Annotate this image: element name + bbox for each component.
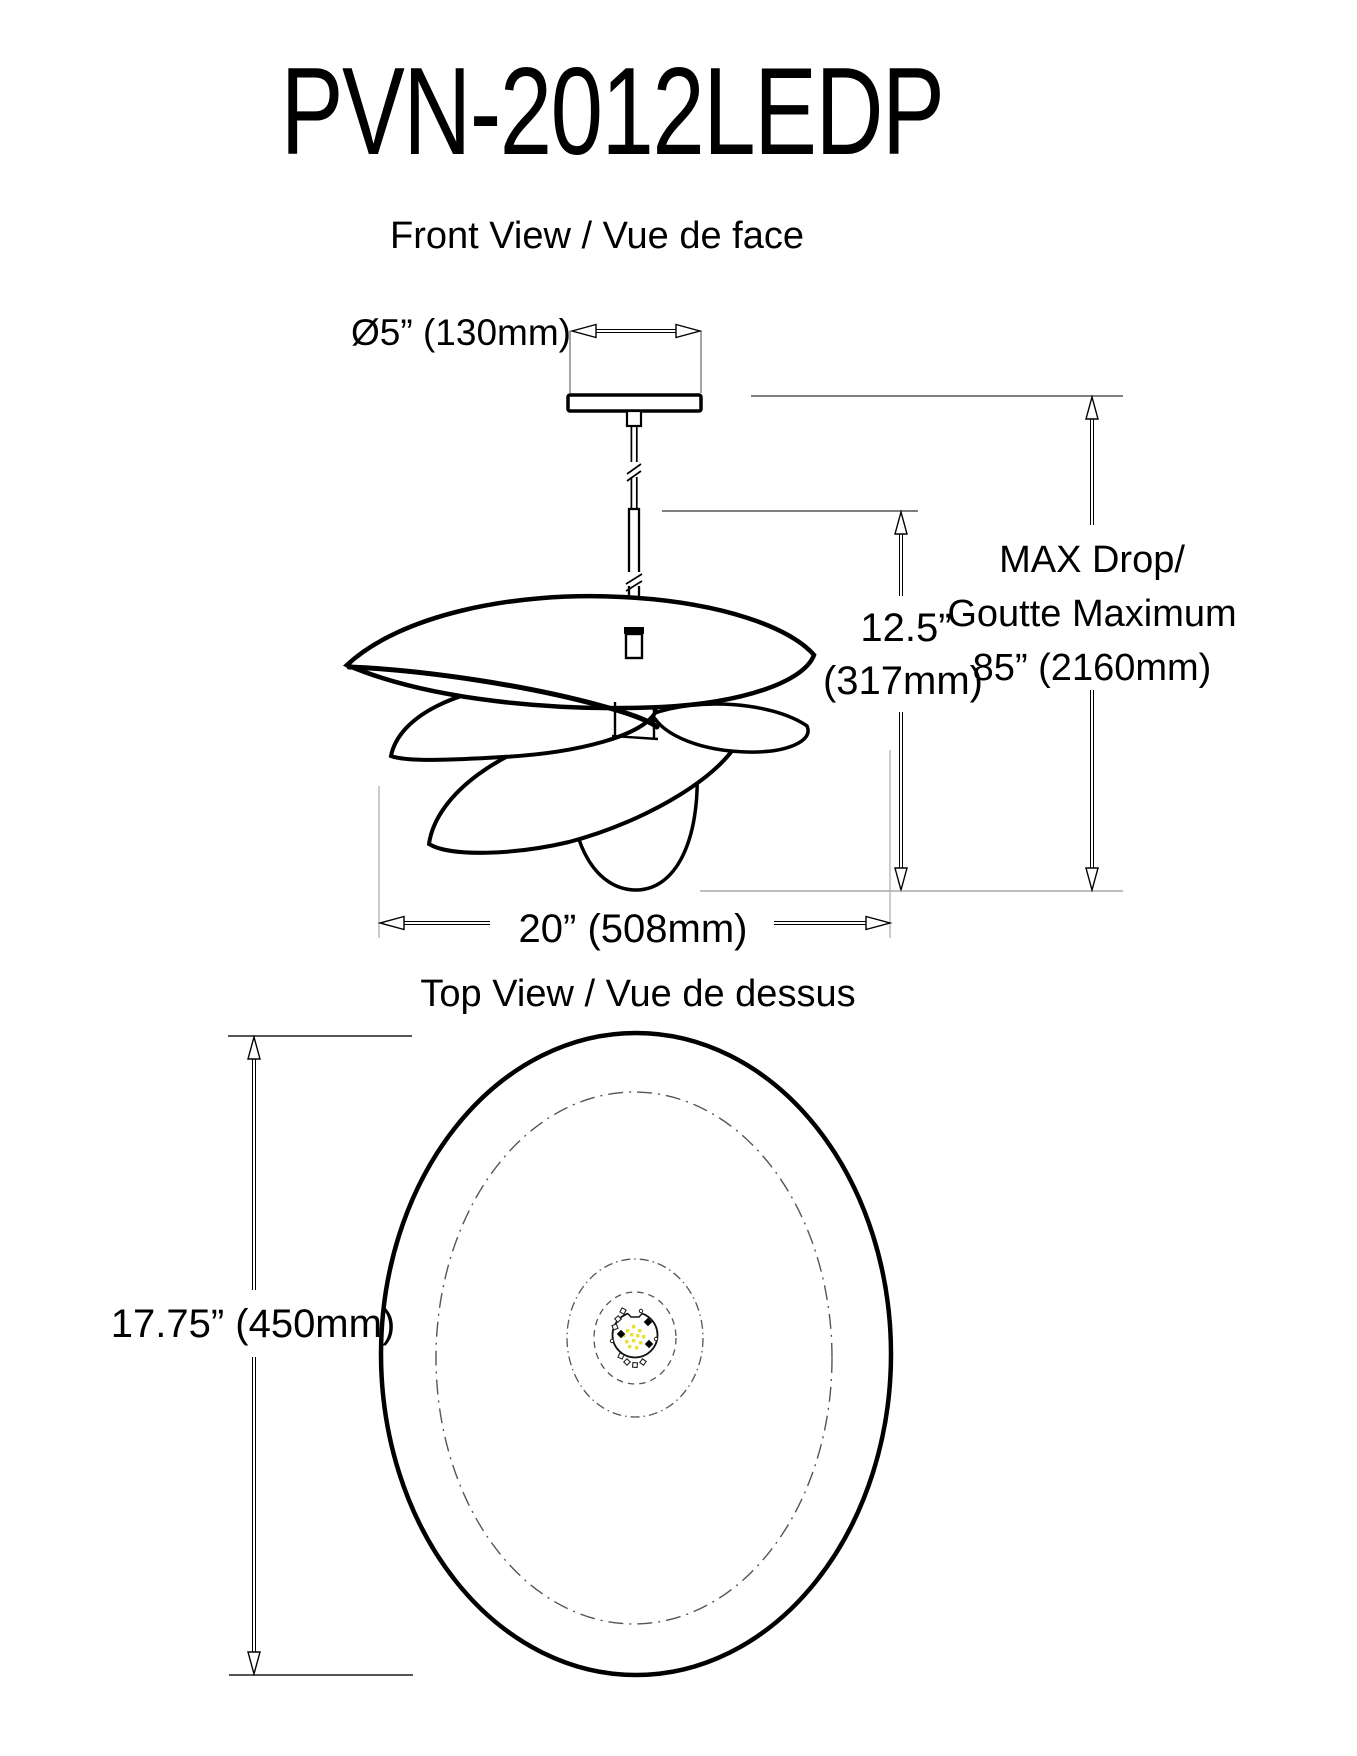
arrowhead-up [895,512,907,534]
max-drop-line1: MAX Drop/ [999,539,1185,581]
arrowhead-down [895,868,907,890]
arrowhead-up [248,1037,260,1059]
max-drop-line2: Goutte Maximum [947,593,1237,635]
socket-body [626,634,642,658]
shade-depth-text: 17.75” (450mm) [110,1302,396,1346]
fixture-height-inches-text: 12.5” [860,606,952,650]
arrowhead-up [1086,397,1098,419]
suspension-rod-upper [626,426,642,509]
arrowhead-down [248,1652,260,1674]
canopy-diameter-text: Ø5” (130mm) [351,312,571,353]
arrowhead-left [572,325,596,338]
shade-petal-top [347,596,814,708]
arrowhead-right [676,325,700,338]
canopy-diameter-dimension [570,325,701,394]
max-drop-label [947,533,1236,695]
shade-width-text: 20” (508mm) [518,907,748,951]
ceiling-canopy [568,395,701,411]
arrowhead-down [1086,868,1098,890]
top-view-label: Top View / Vue de dessus [420,973,856,1015]
max-drop-value: 85” (2160mm) [972,647,1212,689]
top-view-drawing [228,1033,891,1675]
model-number: PVN-2012LEDP [280,43,944,181]
canopy-stem-fitting [627,411,641,426]
arrowhead-left [380,917,404,930]
fixture-height-mm-text: (317mm) [822,659,984,703]
front-view-label: Front View / Vue de face [389,215,805,257]
arrowhead-right [866,917,890,930]
